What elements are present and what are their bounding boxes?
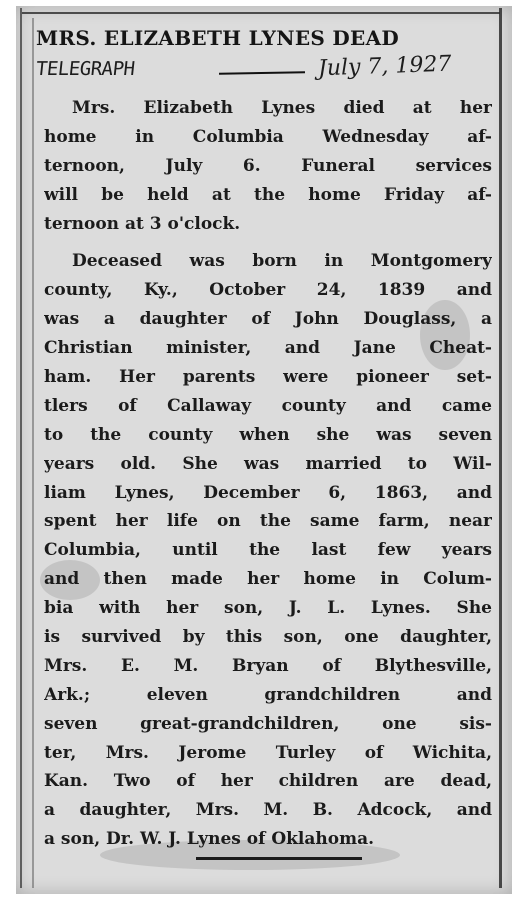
clipping-right-edge <box>499 8 502 888</box>
text-line: Columbia, until the last few years <box>44 540 492 561</box>
text-line: and then made her home in Colum- <box>44 569 492 590</box>
paragraph <box>44 247 492 854</box>
text-line: Christian minister, and Jane Cheat- <box>44 338 492 359</box>
text-line: to the county when she was seven <box>44 424 492 445</box>
handwritten-dash <box>219 71 305 75</box>
article-body <box>44 94 492 854</box>
text-line: Mrs. Elizabeth Lynes died at her <box>72 98 492 118</box>
clipping-left-edge <box>20 8 22 888</box>
text-line: Mrs. E. M. Bryan of Blythesville, <box>44 655 492 676</box>
text-line: Kan. Two of her children are dead, <box>44 771 492 792</box>
text-line: tlers of Callaway county and came <box>44 395 492 416</box>
handwritten-annotation <box>34 51 496 88</box>
text-line: a daughter, Mrs. M. B. Adcock, and <box>44 800 492 821</box>
text-line: bia with her son, J. L. Lynes. She <box>44 598 492 619</box>
text-line: is survived by this son, one daughter, <box>44 627 492 648</box>
text-line: spent her life on the same farm, near <box>44 511 492 532</box>
text-line: home in Columbia Wednesday af- <box>44 126 492 147</box>
text-line: Ark.; eleven grandchildren and <box>44 684 492 705</box>
headline: MRS. ELIZABETH LYNES DEAD <box>36 26 400 50</box>
handwritten-source: TELEGRAPH <box>34 58 136 80</box>
text-line: ternoon, July 6. Funeral services <box>44 155 492 176</box>
top-rule <box>22 12 500 14</box>
text-line: seven great-grandchildren, one sis- <box>44 713 492 734</box>
text-line: county, Ky., October 24, 1839 and <box>44 280 492 301</box>
text-line: will be held at the home Friday af- <box>44 184 492 205</box>
text-line: ternoon at 3 o'clock. <box>44 213 241 234</box>
text-line: ter, Mrs. Jerome Turley of Wichita, <box>44 742 492 763</box>
text-line: was a daughter of John Douglass, a <box>44 309 492 330</box>
text-line: liam Lynes, December 6, 1863, and <box>44 482 492 503</box>
end-rule <box>196 857 362 860</box>
text-line: ham. Her parents were pioneer set- <box>44 367 492 388</box>
text-line: a son, Dr. W. J. Lynes of Oklahoma. <box>44 829 374 850</box>
text-line: Deceased was born in Montgomery <box>72 251 492 272</box>
text-line: years old. She was married to Wil- <box>44 453 492 474</box>
handwritten-date: July 7, 1927 <box>317 51 452 82</box>
paragraph <box>44 94 492 238</box>
column-rule <box>32 18 34 888</box>
